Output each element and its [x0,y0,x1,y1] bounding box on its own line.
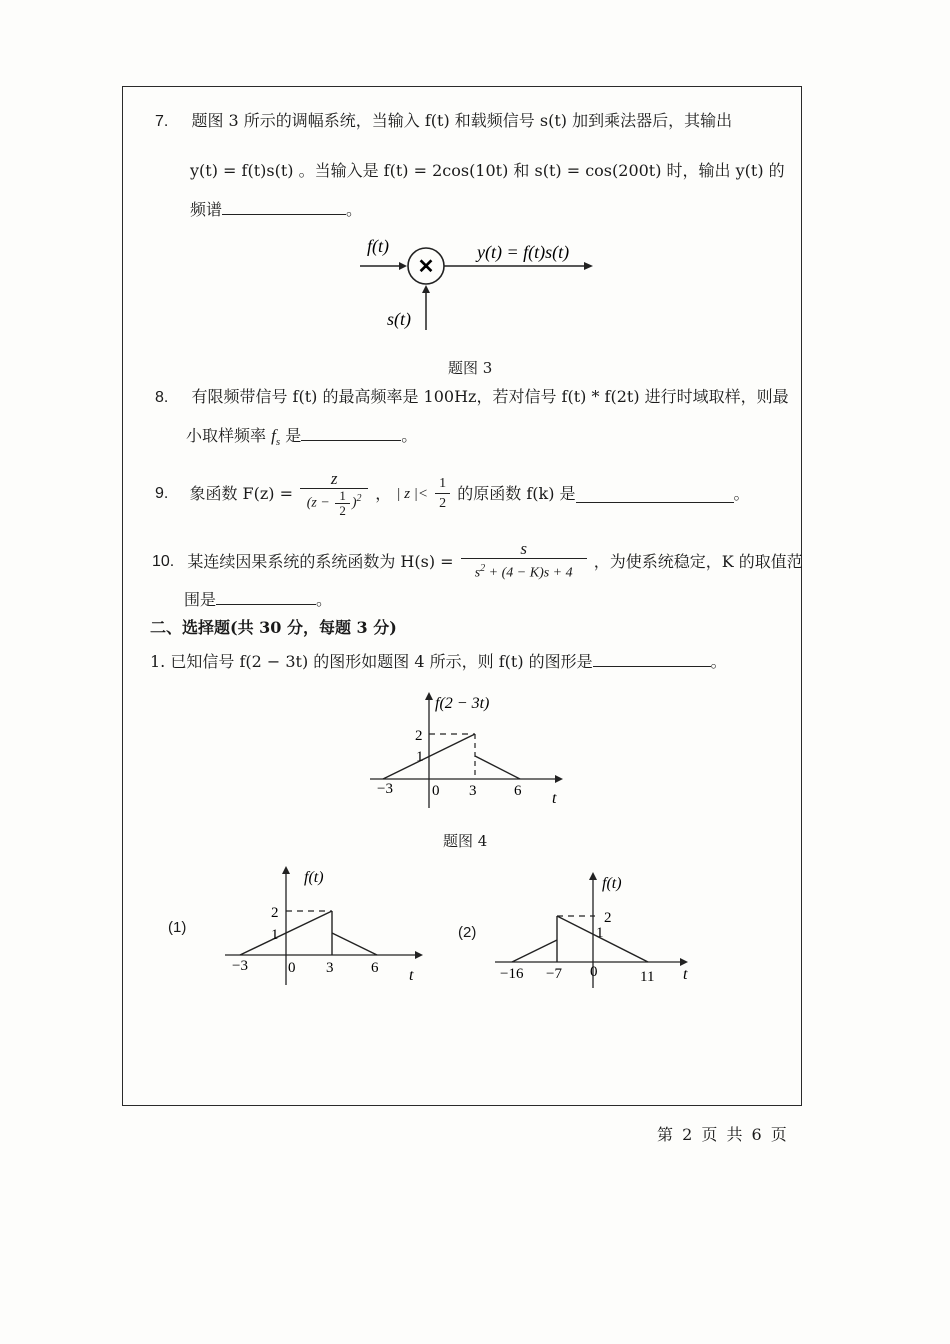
q10-text-2: 围是 [184,590,217,609]
q9-cond-num: 1 [435,475,450,494]
q10-den-a: s [474,565,481,581]
q9-den-b: ) [351,495,357,511]
mc1-answer-blank [593,650,711,667]
q10-den-b: + (4 − K)s + 4 [485,565,573,581]
q10-line1 [152,540,803,584]
opt2-xtick-11: 11 [640,969,655,985]
opt1-xtick-neg3: −3 [232,958,248,974]
q9-pre: 象函数 F(z) = [189,484,294,503]
q8-line1 [155,386,789,409]
opt2-ytick-1: 1 [596,925,604,941]
q9-den-a: (z − [306,495,330,511]
figure-4-plot [365,688,575,813]
fig4-xtick-6: 6 [514,783,522,799]
figure-4-caption: 题图 4 [443,832,488,850]
opt2-y-arrowhead [589,872,597,880]
option-1-plot [220,860,430,990]
q10-fraction [461,540,587,584]
fig3-input-s-label: s(t) [387,309,411,329]
q9-frac-den [300,489,368,518]
q7-text-1: 题图 3 所示的调幅系统，当输入 f(t) 和载频信号 s(t) 加到乘法器后，其输出 [191,111,733,130]
q10-end: 。 [316,590,333,609]
q7-line3 [190,198,362,221]
fig4-fall-segment [475,756,520,779]
q9-post: 的原函数 f(k) 是 [457,484,576,503]
q7-line1 [155,110,732,133]
q8-text-2b: 是 [280,426,302,445]
fig4-y-arrowhead [425,692,433,700]
opt1-xtick-0: 0 [288,960,296,976]
fig3-input-f-label: f(t) [367,236,389,256]
opt2-ylabel: f(t) [602,875,622,892]
q7-end: 。 [346,200,363,219]
q9-end: 。 [733,484,750,503]
q9-answer-blank [576,486,734,503]
q8-end: 。 [401,426,418,445]
opt2-x-arrowhead [680,958,688,966]
fig3-input-f-arrowhead [399,262,407,270]
q8-text-1: 有限频带信号 f(t) 的最高频率是 100Hz，若对信号 f(t) * f(2t) 进行时域取样，则最 [191,387,789,406]
fig4-ytick-2: 2 [415,728,423,744]
fig4-xtick-neg3: −3 [377,781,393,797]
fig3-output-arrowhead [584,262,593,270]
q10-line2 [184,588,332,611]
opt1-ytick-2: 2 [271,905,279,921]
q10-frac-den [461,559,587,584]
fig4-ylabel: f(2 − 3t) [435,695,490,712]
q10-number: 10. [152,552,175,570]
q10-frac-num: s [461,540,587,559]
mc1-text: 1. 已知信号 f(2 − 3t) 的图形如题图 4 所示，则 f(t) 的图形是 [150,652,593,671]
fig4-xtick-3: 3 [469,783,477,799]
page-number: 第 2 页 共 6 页 [657,1125,789,1144]
q8-fs: f [271,426,276,445]
opt1-ytick-1: 1 [271,927,279,943]
q9-cond-den: 2 [439,495,447,511]
opt1-fall-segment [332,933,377,955]
q8-fs-sub: s [275,436,281,449]
mc1-line [150,650,727,673]
opt2-xtick-neg7: −7 [546,966,562,982]
section2-title: 二、选择题(共 30 分，每题 3 分) [150,618,397,637]
q8-number: 8. [155,389,169,406]
opt2-xlabel: t [683,966,688,983]
q9-comma: ， [375,484,392,503]
q7-text-3: 频谱 [190,200,223,219]
fig4-xlabel: t [552,790,557,807]
opt2-xtick-neg16: −16 [500,966,524,982]
q10-answer-blank [216,588,316,605]
q8-line2 [186,424,417,453]
fig4-x-arrowhead [555,775,563,783]
q7-line2: y(t) = f(t)s(t) 。当输入是 f(t) = 2cos(10t) 和 s(t) = cos(200t) 时，输出 y(t) 的 [190,161,785,180]
q9-fraction [300,470,368,518]
q9-den-half-num: 1 [335,489,350,504]
opt2-xtick-0: 0 [590,964,598,980]
q10-pre: 某连续因果系统的系统函数为 H(s) = [187,551,454,571]
q9-cond-frac [435,475,450,514]
q10-post: ，为使系统稳定，K 的取值范 [593,551,803,571]
q9-den-half-den: 2 [339,503,346,518]
option-1-label: (1) [168,919,187,936]
opt1-ylabel: f(t) [304,869,324,886]
opt2-rise-segment [512,940,557,962]
figure-3-multiplier-diagram [355,230,615,340]
mc1-end: 。 [710,652,727,671]
q9-number: 9. [155,485,169,502]
q9-den-half [335,489,350,518]
q9-frac-num: z [300,470,368,489]
opt2-ytick-2: 2 [604,910,612,926]
fig4-xtick-0: 0 [432,783,440,799]
option-2-label: (2) [458,924,477,941]
q7-answer-blank [222,198,346,215]
q7-number: 7. [155,113,169,130]
q9-cond: | z |< [396,486,429,502]
q8-answer-blank [301,424,401,441]
option-2-plot [490,866,700,991]
opt1-y-arrowhead [282,866,290,874]
opt1-x-arrowhead [415,951,423,959]
q9-den-sup: 2 [356,493,362,505]
opt1-xtick-6: 6 [371,960,379,976]
fig3-output-label: y(t) = f(t)s(t) [477,242,570,262]
fig4-ytick-1: 1 [416,749,424,765]
q9-line [155,470,750,518]
opt1-xtick-3: 3 [326,960,334,976]
opt1-xlabel: t [409,967,414,984]
q8-text-2a: 小取样频率 [186,426,272,445]
fig3-multiplier-icon: ✕ [417,256,435,278]
figure-3-caption: 题图 3 [448,359,493,377]
q10-den-sup: 2 [480,563,486,574]
fig3-input-s-arrowhead [422,285,430,293]
